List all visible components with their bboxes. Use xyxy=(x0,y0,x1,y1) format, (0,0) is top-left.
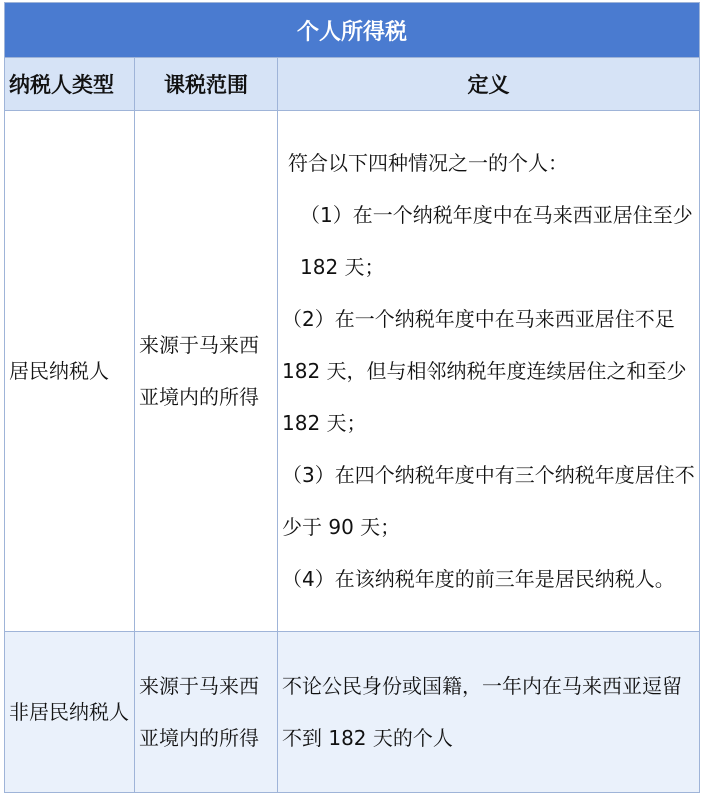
definition-item: （1）在一个纳税年度中在马来西亚居住至少 182 天； xyxy=(300,203,693,279)
tax-table xyxy=(4,2,700,793)
table-row xyxy=(5,632,700,793)
definition-cell xyxy=(278,632,700,793)
definition-item: （2）在一个纳税年度中在马来西亚居住不足 182 天，但与相邻纳税年度连续居住之和至少 182 天； xyxy=(282,307,687,435)
header-definition: 定义 xyxy=(278,58,700,111)
header-taxpayer-type: 纳税人类型 xyxy=(5,58,135,111)
taxpayer-type: 居民纳税人 xyxy=(9,359,109,383)
definition-cell xyxy=(278,111,700,632)
tax-scope: 来源于马来西亚境内的所得 xyxy=(139,674,259,750)
tax-scope-cell xyxy=(135,111,278,632)
table-title: 个人所得税 xyxy=(5,3,700,58)
taxpayer-type-cell xyxy=(5,111,135,632)
definition-item: （4）在该纳税年度的前三年是居民纳税人。 xyxy=(282,567,675,591)
header-row xyxy=(5,58,700,111)
definition-text: 不论公民身份或国籍，一年内在马来西亚逗留不到 182 天的个人 xyxy=(282,674,682,750)
header-tax-scope: 课税范围 xyxy=(135,58,278,111)
tax-scope: 来源于马来西亚境内的所得 xyxy=(139,333,259,409)
table-title-row xyxy=(5,3,700,58)
taxpayer-type: 非居民纳税人 xyxy=(9,700,129,724)
table-row xyxy=(5,111,700,632)
taxpayer-type-cell xyxy=(5,632,135,793)
definition-intro: 符合以下四种情况之一的个人： xyxy=(288,151,568,175)
definition-item: （3）在四个纳税年度中有三个纳税年度居住不少于 90 天； xyxy=(282,463,695,539)
tax-scope-cell xyxy=(135,632,278,793)
